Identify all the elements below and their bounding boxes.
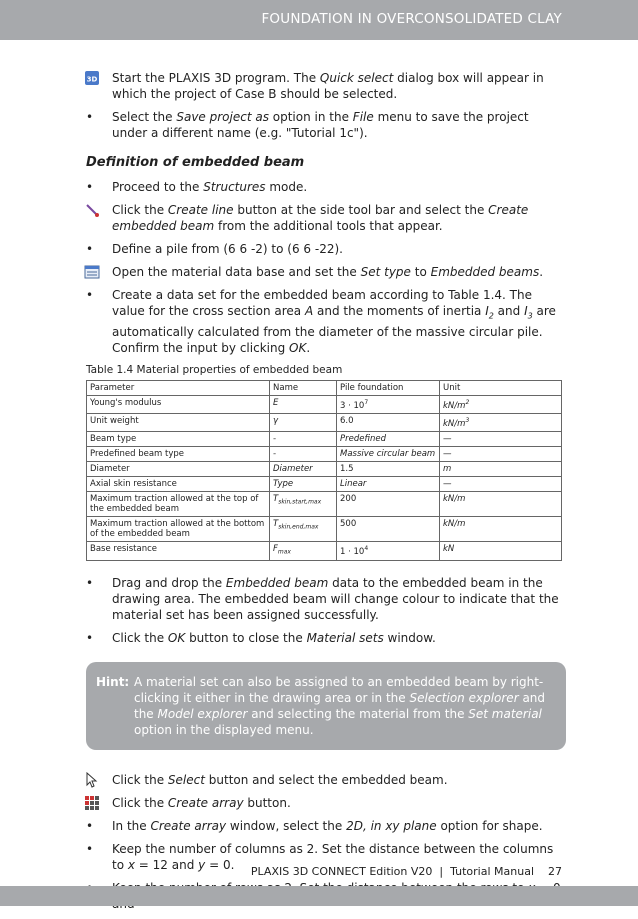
after-table-steps (86, 575, 566, 646)
table-row (87, 477, 562, 492)
table-cell: Diameter (87, 462, 270, 477)
bullet-marker: • (86, 630, 94, 645)
table-cell: kN/m (440, 492, 562, 517)
text-run: window, select the (226, 818, 347, 833)
table-cell: 1.5 (337, 462, 440, 477)
bullet-item (86, 109, 566, 141)
chapter-title: FOUNDATION IN OVERCONSOLIDATED CLAY (261, 11, 562, 27)
italic-term: Save project as (176, 110, 269, 124)
table-cell: $1 \cdot 10^4$ (337, 542, 440, 561)
text-run: . (306, 341, 311, 356)
svg-text:3D: 3D (86, 75, 98, 84)
italic-term: Embedded beam (225, 575, 329, 590)
italic-term: Set type (360, 265, 411, 279)
table-cell: kN/m (440, 517, 562, 542)
italic-term: y (198, 857, 206, 872)
definition-steps (86, 179, 566, 356)
text-run: Select the (112, 110, 177, 124)
table-cell: $kN/m^2$ (440, 396, 562, 414)
table-caption: Table 1.4 Material properties of embedded beam (86, 364, 343, 377)
table-row (87, 462, 562, 477)
text-run: Click the (112, 795, 168, 810)
material-database-icon (84, 264, 100, 280)
column-header: Pile foundation (337, 381, 440, 396)
bullet-item (86, 179, 566, 195)
footer-bar (0, 886, 638, 906)
column-header: Parameter (87, 381, 270, 396)
text-run: and the (134, 690, 546, 721)
text-run: button to close the (185, 630, 307, 645)
text-run: and selecting the material from the (247, 706, 469, 721)
bullet-item (86, 575, 566, 623)
table-cell: E (270, 396, 337, 414)
italic-term: Create array (150, 818, 227, 833)
italic-term: $I_3$ (524, 304, 533, 321)
bullet-item (86, 241, 566, 257)
bullet-item (86, 818, 566, 834)
text-run: from the additional tools that appear. (214, 219, 443, 233)
italic-term: Selection explorer (409, 690, 519, 705)
italic-term: OK (289, 341, 307, 356)
table-row (87, 396, 562, 414)
table-cell: $F_{max}$ (270, 542, 337, 561)
italic-term: Model explorer (157, 706, 248, 721)
text-run: Click the (112, 203, 168, 217)
text-run: Create a data set for the embedded beam according to Table 1.4. The value for the cross section area (112, 288, 532, 318)
step-with-icon (86, 795, 566, 811)
material-properties-table (86, 380, 562, 560)
column-header: Unit (440, 381, 562, 396)
bullet-marker: • (86, 841, 94, 856)
italic-term: Create line (167, 203, 234, 217)
table-cell: - (270, 447, 337, 462)
italic-term: A (304, 304, 314, 318)
table-row (87, 492, 562, 517)
bullet-marker: • (86, 110, 94, 124)
text-run: = 12 and (134, 857, 199, 872)
text-run: and the moments of inertia (313, 304, 486, 318)
table-cell: $T_{skin,start,max}$ (270, 492, 337, 517)
bullet-marker: • (86, 818, 94, 833)
table-cell: — (440, 432, 562, 447)
italic-term: Select (167, 772, 205, 787)
text-run: button and select the embedded beam. (204, 772, 448, 787)
bullet-marker: • (86, 288, 94, 302)
plaxis-3d-icon (84, 70, 100, 86)
text-run: and (493, 304, 525, 318)
step-with-icon (86, 202, 566, 234)
step-with-icon (86, 264, 566, 280)
page-content (86, 70, 566, 919)
bullet-item (86, 630, 566, 646)
italic-term: $I_2$ (485, 304, 494, 321)
text-run: option in the displayed menu. (134, 722, 314, 737)
text-run: = 0. (205, 857, 235, 872)
table-header-row (87, 381, 562, 396)
table-row (87, 432, 562, 447)
table-cell: m (440, 462, 562, 477)
bullet-marker: • (86, 180, 94, 194)
text-run: data to the embedded beam in the drawing area. The embedded beam will change colour to indicate that the material set has been assigned successfully. (112, 575, 559, 622)
italic-term: Embedded beams (430, 265, 540, 279)
table-cell: Predefined (337, 432, 440, 447)
italic-term: Structures (203, 180, 266, 194)
table-cell: $kN/m^3$ (440, 414, 562, 432)
table-cell: kN (440, 542, 562, 561)
create-line-icon (84, 202, 100, 218)
step-with-icon (86, 70, 566, 102)
italic-term: 2D, in xy plane (346, 818, 437, 833)
text-run: Proceed to the (112, 180, 204, 194)
text-run: A material set can also be assigned to an embedded beam by right-clicking it either in the drawing area or in the (134, 674, 544, 705)
italic-term: Set material (468, 706, 542, 721)
hint-box (86, 662, 566, 750)
italic-term: Quick select (319, 71, 394, 85)
column-header: Name (270, 381, 337, 396)
table-cell: Predefined beam type (87, 447, 270, 462)
text-run: Define a pile from (6 6 -2) to (6 6 -22). (112, 242, 343, 256)
bullet-marker: • (86, 242, 94, 256)
text-run: button at the side tool bar and select the (233, 203, 489, 217)
text-run: option in the (268, 110, 353, 124)
table-cell: 200 (337, 492, 440, 517)
text-run: Drag and drop the (112, 575, 226, 590)
table-row (87, 542, 562, 561)
table-cell: $3 \cdot 10^7$ (337, 396, 440, 414)
table-cell: 500 (337, 517, 440, 542)
italic-term: Create embedded beam (112, 203, 529, 233)
page-header (0, 0, 638, 40)
intro-steps (86, 70, 566, 141)
table-cell: Type (270, 477, 337, 492)
table-cell: γ (270, 414, 337, 432)
table-cell: $T_{skin,end,max}$ (270, 517, 337, 542)
table-cell: Diameter (270, 462, 337, 477)
create-array-icon (84, 795, 100, 811)
table-row (87, 447, 562, 462)
select-cursor-icon (84, 772, 100, 788)
text-run: mode. (265, 180, 308, 194)
text-run: to (410, 265, 431, 279)
text-run: . (539, 265, 544, 279)
hint-label: Hint: (96, 674, 130, 689)
text-run: In the (112, 818, 151, 833)
table-cell: Beam type (87, 432, 270, 447)
text-run: menu to save the project under a different name (e.g. "Tutorial 1c"). (112, 110, 529, 140)
text-run: Click the (112, 772, 168, 787)
text-run: button. (243, 795, 291, 810)
table-cell: — (440, 477, 562, 492)
hint-text (134, 674, 554, 738)
section-heading: Definition of embedded beam (86, 155, 305, 170)
italic-term: Create array (167, 795, 244, 810)
table-cell: Massive circular beam (337, 447, 440, 462)
bullet-marker: • (86, 575, 94, 590)
table-cell: Linear (337, 477, 440, 492)
text-run: dialog box will appear in which the project of Case B should be selected. (112, 71, 544, 101)
italic-term: x (127, 857, 135, 872)
table-row (87, 414, 562, 432)
italic-term: Material sets (306, 630, 384, 645)
italic-term: File (352, 110, 374, 124)
table-body (87, 396, 562, 560)
text-run: option for shape. (436, 818, 543, 833)
table-row (87, 517, 562, 542)
table-cell: Maximum traction allowed at the top of the embedded beam (87, 492, 270, 517)
text-run: Click the (112, 630, 168, 645)
step-with-icon (86, 772, 566, 788)
text-run: Keep the number of columns as 2. Set the distance between the columns to (112, 841, 554, 872)
table-cell: Base resistance (87, 542, 270, 561)
text-run: window. (383, 630, 436, 645)
table-cell: Maximum traction allowed at the bottom of the embedded beam (87, 517, 270, 542)
text-run: Open the material data base and set the (112, 265, 361, 279)
bullet-item (86, 287, 566, 356)
table-cell: Axial skin resistance (87, 477, 270, 492)
table-cell: - (270, 432, 337, 447)
text-run: are automatically calculated from the diameter of the massive circular pile. Confirm the input by clicking (112, 304, 556, 356)
table-cell: — (440, 447, 562, 462)
text-run: Start the PLAXIS 3D program. The (112, 71, 320, 85)
italic-term: OK (167, 630, 186, 645)
table-cell: 6.0 (337, 414, 440, 432)
table-cell: Unit weight (87, 414, 270, 432)
footer-text: PLAXIS 3D CONNECT Edition V20 | Tutorial Manual 27 (250, 865, 562, 878)
table-cell: Young's modulus (87, 396, 270, 414)
